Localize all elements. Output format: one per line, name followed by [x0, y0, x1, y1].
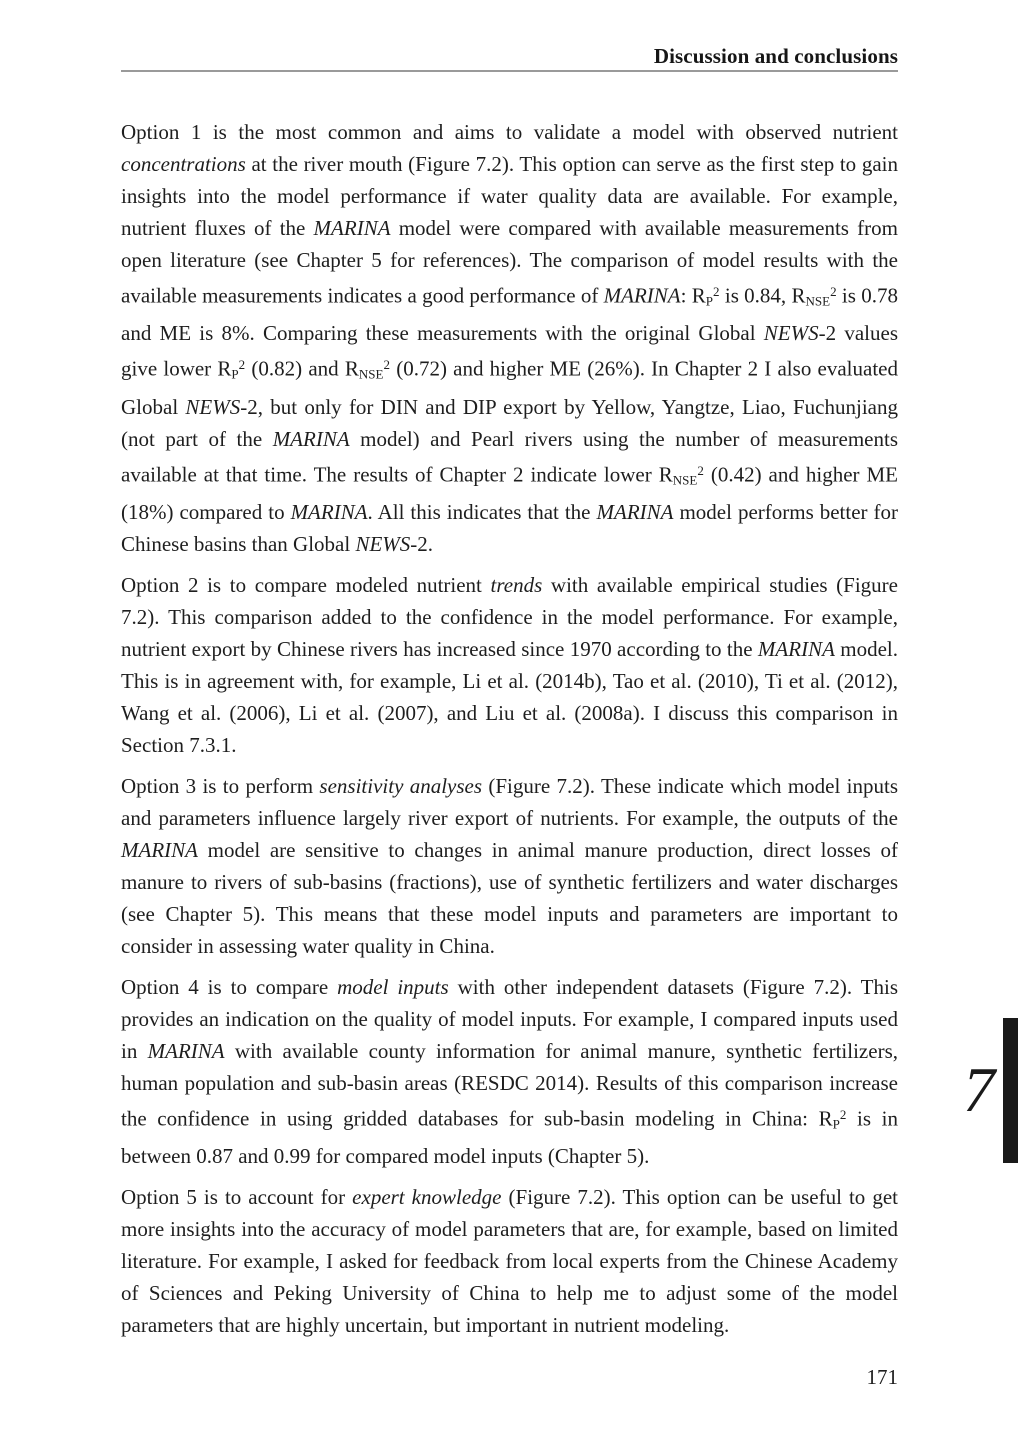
text-run: is 0.84, R [719, 283, 806, 308]
chapter-tab-bar [1003, 1018, 1018, 1163]
text-run: is in between 0.87 and 0.99 for compared model inputs (Chapter 5). [121, 1106, 898, 1169]
text-run: with available county information for animal manure, synthetic fertilizers, human population and sub-basin areas (RESDC 2014). Results of this comparison increase the confidence in using gridded databases for sub-basin modeling in China: R [121, 1039, 898, 1131]
text-run: MARINA [121, 838, 198, 863]
text-run: (0.42) and higher ME (18%) compared to [121, 462, 898, 525]
text-run: 2 [697, 462, 704, 478]
page-number: 171 [866, 1365, 898, 1389]
text-run: MARINA [147, 1039, 225, 1064]
text-run: model inputs [337, 975, 449, 1000]
text-run: NEWS [355, 532, 411, 557]
text-run: expert knowledge [352, 1185, 502, 1210]
text-run: 2 [238, 357, 246, 373]
text-run: 2 [839, 1107, 847, 1123]
text-run: MARINA [757, 637, 835, 662]
text-run: with other independent datasets (Figure 7.2). This provides an indication on the quality of model inputs. For example, I compared inputs used in [121, 975, 899, 1064]
text-run: Option 1 is the most common and aims to validate a model with observed nutrient [121, 120, 898, 144]
paragraph-option-4 [121, 971, 898, 1172]
text-run: MARINA [603, 283, 681, 308]
text-run: MARINA [313, 216, 391, 240]
page-body [121, 116, 898, 1350]
text-run: : R [680, 283, 706, 308]
text-run: sensitivity analyses [319, 774, 483, 799]
text-run: with available empirical studies (Figure 7.2). This comparison added to the confidence in the model performance. For example, nutrient export by Chinese rivers has increased since 1970 according to the [121, 573, 898, 662]
text-run: Option 2 is to compare modeled nutrient [121, 573, 491, 598]
text-run: NSE [805, 293, 831, 309]
header-rule [121, 70, 898, 72]
text-run: trends [490, 573, 543, 598]
text-run: NSE [672, 472, 698, 488]
paragraph-option-2 [121, 569, 898, 761]
text-run: -2, but only for DIN and DIP export by Yellow, Yangtze, Liao, Fuchunjiang (not part of the [121, 394, 898, 451]
text-run: (0.82) and R [245, 356, 359, 381]
text-run: P [832, 1116, 840, 1132]
text-run: model performs better for Chinese basins than Global [121, 500, 898, 557]
chapter-tab-number: 7 [963, 1054, 995, 1125]
text-run: MARINA [290, 500, 368, 525]
text-run: -2. [410, 532, 434, 557]
paragraph-option-5 [121, 1181, 898, 1341]
paragraph-option-3 [121, 770, 898, 962]
text-run: P [231, 366, 239, 382]
text-run: -2 values give lower R [121, 321, 898, 381]
text-run: concentrations [121, 152, 246, 176]
text-run: (Figure 7.2). This option can be useful to get more insights into the accuracy of model parameters that are, for example, based on limited literature. For example, I asked for feedback from local experts from the Chinese Academy of Sciences and Peking University of China to help me to adjust some of the model parameters that are highly uncertain, but important in nutrient modeling. [121, 1185, 898, 1338]
text-run: MARINA [272, 426, 350, 451]
text-run: model) and Pearl rivers using the number of measurements available at that time. The results of Chapter 2 indicate lower R [121, 426, 898, 487]
text-run: (Figure 7.2). These indicate which model inputs and parameters influence largely river export of nutrients. For example, the outputs of the [121, 774, 898, 831]
text-run: NEWS [763, 321, 819, 346]
text-run: MARINA [596, 500, 674, 525]
text-run: (0.72) and higher ME (26%). In Chapter 2 I also evaluated Global [121, 356, 898, 419]
text-run: at the river mouth (Figure 7.2). This option can serve as the first step to gain insights into the model performance if water quality data are available. For example, nutrient fluxes of the [121, 152, 898, 240]
text-run: 2 [830, 284, 837, 299]
running-header: Discussion and conclusions [653, 44, 898, 68]
text-run: model. This is in agreement with, for example, Li et al. (2014b), Tao et al. (2010), Ti et al. (2012), Wang et al. (2006), Li et al. (2007), and Liu et al. (2008a). I discuss this comparison in Section 7.3.1. [121, 637, 899, 758]
text-run: . All this indicates that the [367, 500, 597, 525]
paragraph-option-1 [121, 116, 898, 560]
text-run: model are sensitive to changes in animal manure production, direct losses of manure to rivers of sub-basins (fractions), use of synthetic fertilizers and water discharges (see Chapter 5). This means that these model inputs and parameters are important to consider in assessing water quality in China. [121, 838, 898, 959]
text-run: 2 [383, 357, 390, 373]
text-run: NEWS [185, 394, 241, 419]
text-run: model were compared with available measurements from open literature (see Chapter 5 for references). The comparison of model results with the available measurements indicates a good performance of [121, 216, 898, 308]
text-run: Option 3 is to perform [121, 774, 320, 799]
text-run: NSE [358, 366, 384, 382]
text-run: P [705, 293, 714, 309]
text-run: 2 [713, 284, 720, 299]
text-run: Option 4 is to compare [121, 975, 338, 1000]
text-run: Option 5 is to account for [121, 1185, 353, 1210]
text-run: is 0.78 and ME is 8%. Comparing these measurements with the original Global [121, 283, 898, 346]
